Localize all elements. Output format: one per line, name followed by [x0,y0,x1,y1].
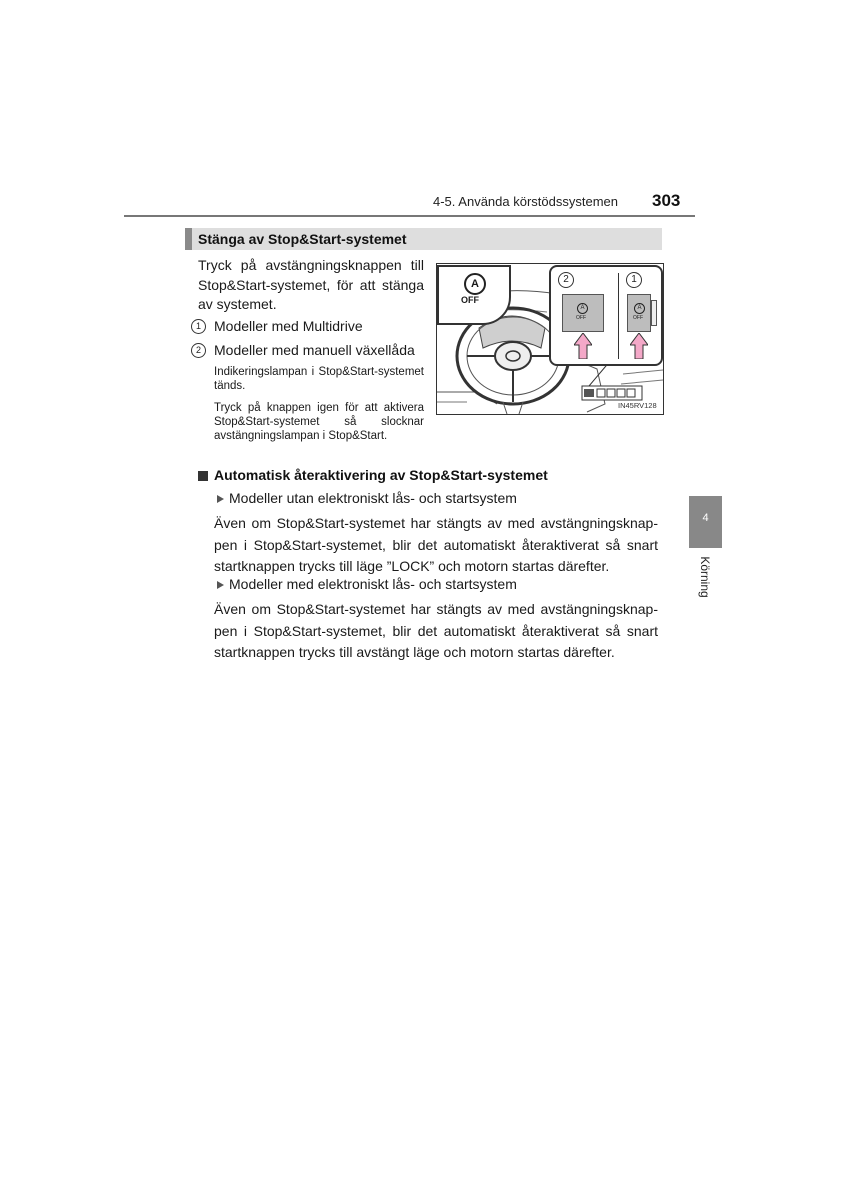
item-label-2: Modeller med manuell växellåda [214,342,415,358]
callout-2-marker: 2 [558,272,574,288]
triangle-bullet-icon [217,495,224,503]
circled-number-2: 2 [191,343,206,358]
manual-off-switch [562,294,604,332]
switch-zoom-box [549,265,663,366]
press-arrow-icon [630,333,648,359]
zoom-divider [618,273,619,359]
figure-code: IN45RV128 [618,401,657,410]
off-label-small: OFF [576,315,586,321]
intro-paragraph: Tryck på avstängningsknappen till Stop&Start-systemet, för att stänga av systemet. [198,257,424,312]
case-label-1: Modeller utan elektroniskt lås- och startsystem [229,490,517,506]
off-label: OFF [461,295,479,305]
note-reactivate: Tryck på knappen igen för att aktivera Stop&Start-systemet så slocknar avstängningslampan i Stop&Start. [214,402,424,442]
press-arrow-icon [574,333,592,359]
case-text-1: Även om Stop&Start-systemet har stängts av med avstängningsknap-pen i Stop&Start-systemet, blir det automatiskt återaktiverat så snart startknappen trycks till läge ”LOCK” och motorn startas därefter. [214,515,658,574]
square-bullet-icon [198,471,208,481]
off-label-small: OFF [633,315,643,321]
switch-bezel [651,300,657,326]
chapter-tab-number: 4 [702,512,709,524]
off-button-callout [437,265,511,325]
case-label-2: Modeller med elektroniskt lås- och startsystem [229,576,517,592]
subsection-title: Automatisk återaktivering av Stop&Start-systemet [214,467,548,483]
multidrive-off-switch [627,294,651,332]
section-heading-accent [185,228,192,250]
callout-1-marker: 1 [626,272,642,288]
chapter-tab-label: Körning [698,556,712,598]
auto-stop-icon-small: A [577,303,588,314]
dashboard-illustration [436,263,664,415]
item-label-1: Modeller med Multidrive [214,318,363,334]
auto-stop-icon-small: A [634,303,645,314]
auto-stop-icon: A [464,273,486,295]
page-number: 303 [652,191,681,210]
triangle-bullet-icon [217,581,224,589]
circled-number-1: 1 [191,319,206,334]
note-indicator: Indikeringslampan i Stop&Start-systemet tänds. [214,366,424,392]
header-divider [124,215,695,217]
section-title: Stänga av Stop&Start-systemet [198,231,407,247]
chapter-header-title: 4-5. Använda körstödssystemen [433,194,618,209]
case-text-2: Även om Stop&Start-systemet har stängts av med avstängningsknap-pen i Stop&Start-systemet, blir det automatiskt återaktiverat så snart startknappen trycks till avstängt läge och motorn startas därefter. [214,601,658,660]
